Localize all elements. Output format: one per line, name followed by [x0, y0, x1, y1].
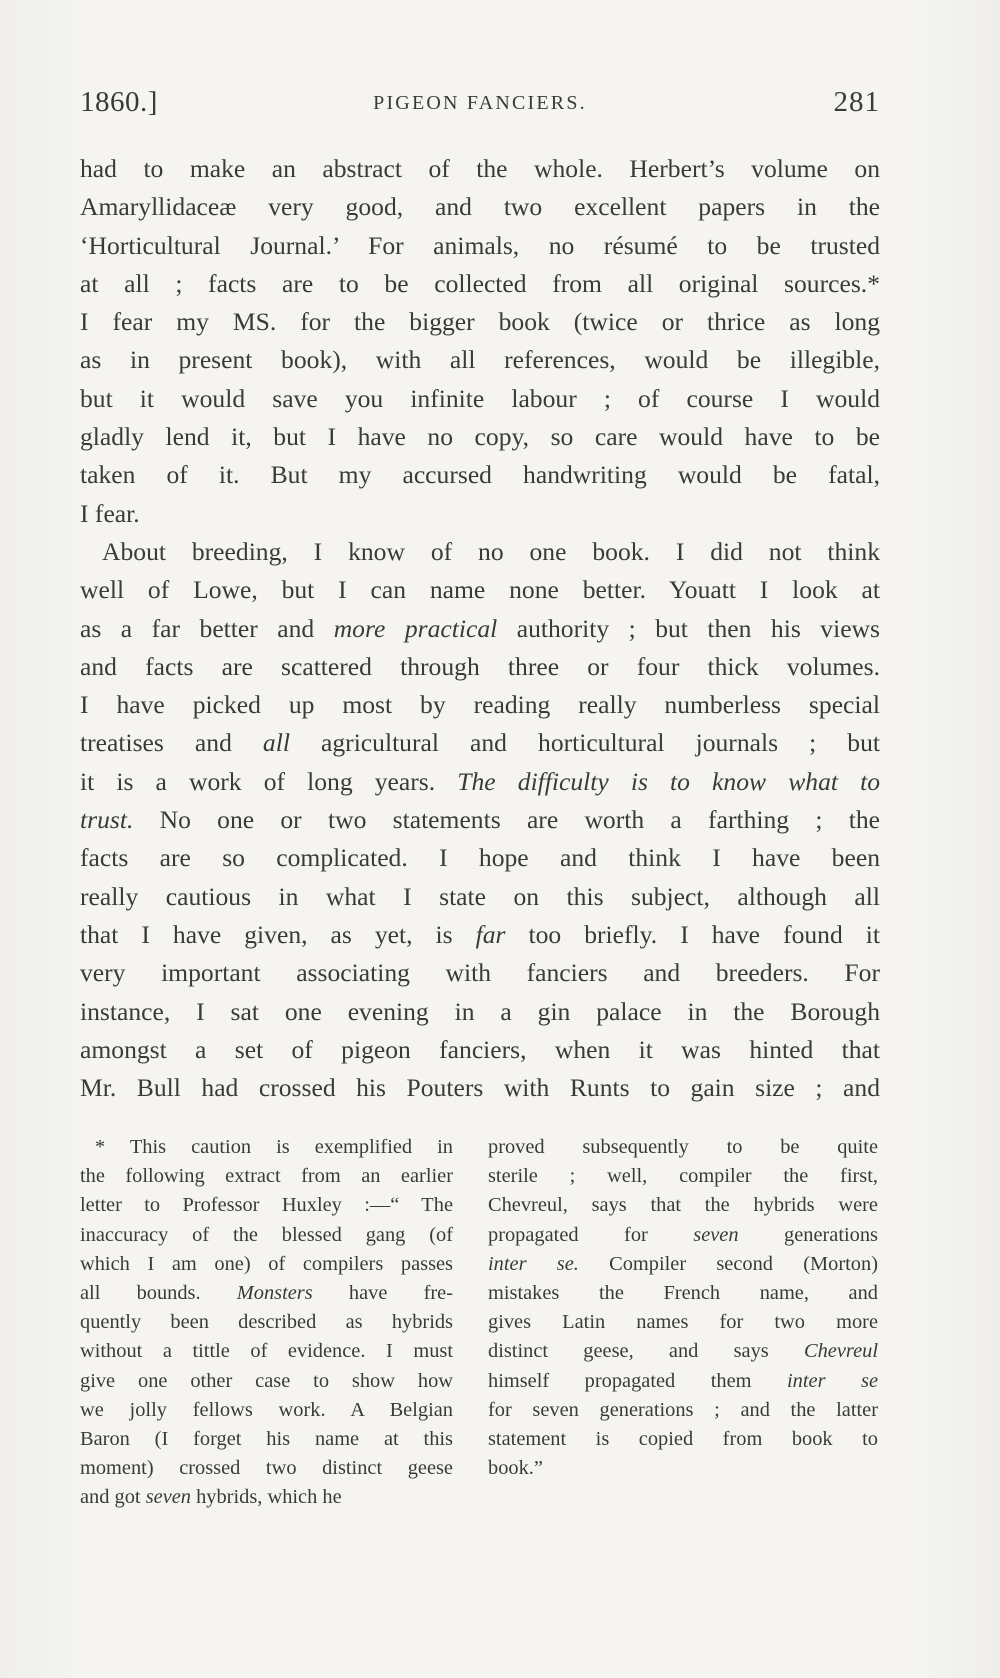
footnote-line	[488, 1221, 878, 1250]
text-segment: agricultural and horticultural journals ; but	[289, 728, 880, 758]
text-line: but it would save you infinite labour ; of course I would	[80, 383, 880, 413]
text-line	[80, 610, 880, 648]
text-line	[80, 724, 880, 762]
italic-text: all	[262, 728, 290, 758]
italic-text: seven	[693, 1223, 739, 1246]
footnote-line: mistakes the French name, and	[488, 1281, 878, 1304]
text-line: amongst a set of pigeon fanciers, when it was hinted that	[80, 1034, 880, 1064]
italic-text: The difficulty is to know what to	[457, 766, 880, 796]
footnote-line: moment) crossed two distinct geese	[80, 1457, 453, 1480]
italic-text: trust.	[80, 805, 134, 835]
text-line: as in present book), with all references, would be illegible,	[80, 345, 880, 375]
text-line	[80, 916, 880, 954]
footnote-line	[488, 1250, 878, 1279]
footnote-column-right	[488, 1133, 878, 1483]
italic-text: inter se	[787, 1369, 878, 1392]
text-segment: hybrids, which he	[191, 1486, 342, 1509]
text-line: I have picked up most by reading really numberless special	[80, 690, 880, 720]
footnote-line: book.”	[488, 1457, 543, 1480]
text-segment: as a far better and	[80, 613, 334, 643]
footnote-line: the following extract from an earlier	[80, 1165, 453, 1188]
text-line: and facts are scattered through three or four thick volumes.	[80, 651, 880, 681]
paragraph-start-line: About breeding, I know of no one book. I did not think	[102, 536, 880, 566]
footnote-line: proved subsequently to be quite	[488, 1136, 878, 1158]
footnote-line: we jolly fellows work. A Belgian	[80, 1398, 453, 1421]
footnote-column-left	[80, 1133, 453, 1512]
text-segment: have fre-	[312, 1281, 453, 1304]
text-line: Amaryllidaceæ very good, and two excellent papers in the	[80, 192, 880, 222]
text-line: gladly lend it, but I have no copy, so care would have to be	[80, 422, 880, 452]
text-line: I fear my MS. for the bigger book (twice or thrice as long	[80, 307, 880, 337]
italic-text: Monsters	[236, 1281, 313, 1304]
main-text	[80, 150, 880, 1107]
footnote-line	[80, 1483, 453, 1512]
text-segment: propagated for	[488, 1223, 694, 1246]
footnote-line	[80, 1279, 453, 1308]
footnote-line: Baron (I forget his name at this	[80, 1427, 453, 1450]
header-title: PIGEON FANCIERS.	[373, 92, 587, 114]
footnote-line: inaccuracy of the blessed gang (of	[80, 1223, 453, 1246]
text-segment: Compiler second (Morton)	[578, 1252, 878, 1275]
text-segment: too briefly. I have found it	[505, 919, 880, 949]
text-segment: distinct geese, and says	[488, 1340, 804, 1363]
italic-text: seven	[145, 1486, 191, 1509]
page-number: 281	[833, 86, 880, 118]
running-header	[80, 86, 880, 126]
footnote-line: for seven generations ; and the latter	[488, 1398, 878, 1421]
text-line: well of Lowe, but I can name none better. Youatt I look at	[80, 575, 880, 605]
text-line: really cautious in what I state on this subject, although all	[80, 881, 880, 911]
italic-text: far	[475, 919, 506, 949]
footnote-line: which I am one) of compilers passes	[80, 1252, 453, 1275]
text-segment: authority ; but then his views	[497, 613, 880, 643]
text-line	[80, 763, 880, 801]
italic-text: inter se.	[488, 1252, 579, 1275]
text-segment: No one or two statements are worth a farthing ; the	[133, 805, 880, 835]
footnote-line: gives Latin names for two more	[488, 1311, 878, 1334]
footnote-line: statement is copied from book to	[488, 1427, 878, 1450]
text-line: ‘Horticultural Journal.’ For animals, no résumé to be trusted	[80, 230, 880, 260]
text-line: I fear.	[80, 498, 140, 528]
footnote-line: letter to Professor Huxley :—“ The	[80, 1194, 453, 1217]
footnote-line: give one other case to show how	[80, 1369, 453, 1392]
footnote-line	[488, 1367, 878, 1396]
text-segment: generations	[738, 1223, 878, 1246]
footnote-line: Chevreul, says that the hybrids were	[488, 1194, 878, 1217]
text-segment: himself propagated them	[488, 1369, 787, 1392]
italic-text: Chevreul	[804, 1340, 878, 1363]
text-segment: treatises and	[80, 728, 263, 758]
italic-text: more practical	[333, 613, 498, 643]
text-line	[80, 801, 880, 839]
text-segment: that I have given, as yet, is	[80, 919, 476, 949]
footnote-line	[488, 1337, 878, 1366]
text-segment: it is a work of long years.	[80, 766, 458, 796]
footnote-line: quently been described as hybrids	[80, 1311, 453, 1334]
text-line: facts are so complicated. I hope and think I have been	[80, 843, 880, 873]
text-line: had to make an abstract of the whole. Herbert’s volume on	[80, 154, 880, 183]
text-line: Mr. Bull had crossed his Pouters with Runts to gain size ; and	[80, 1073, 880, 1103]
text-segment: all bounds.	[80, 1281, 237, 1304]
footnote-line: without a tittle of evidence. I must	[80, 1340, 453, 1363]
text-line: very important associating with fanciers and breeders. For	[80, 958, 880, 988]
text-line: taken of it. But my accursed handwriting would be fatal,	[80, 460, 880, 490]
text-segment: and got	[80, 1486, 146, 1509]
text-line: at all ; facts are to be collected from all original sources.*	[80, 268, 880, 298]
footnote-line: sterile ; well, compiler the first,	[488, 1165, 878, 1188]
header-year: 1860.]	[80, 86, 158, 118]
footnote-line: * This caution is exemplified in	[95, 1136, 453, 1158]
footnote	[80, 1133, 880, 1533]
text-line: instance, I sat one evening in a gin palace in the Borough	[80, 996, 880, 1026]
